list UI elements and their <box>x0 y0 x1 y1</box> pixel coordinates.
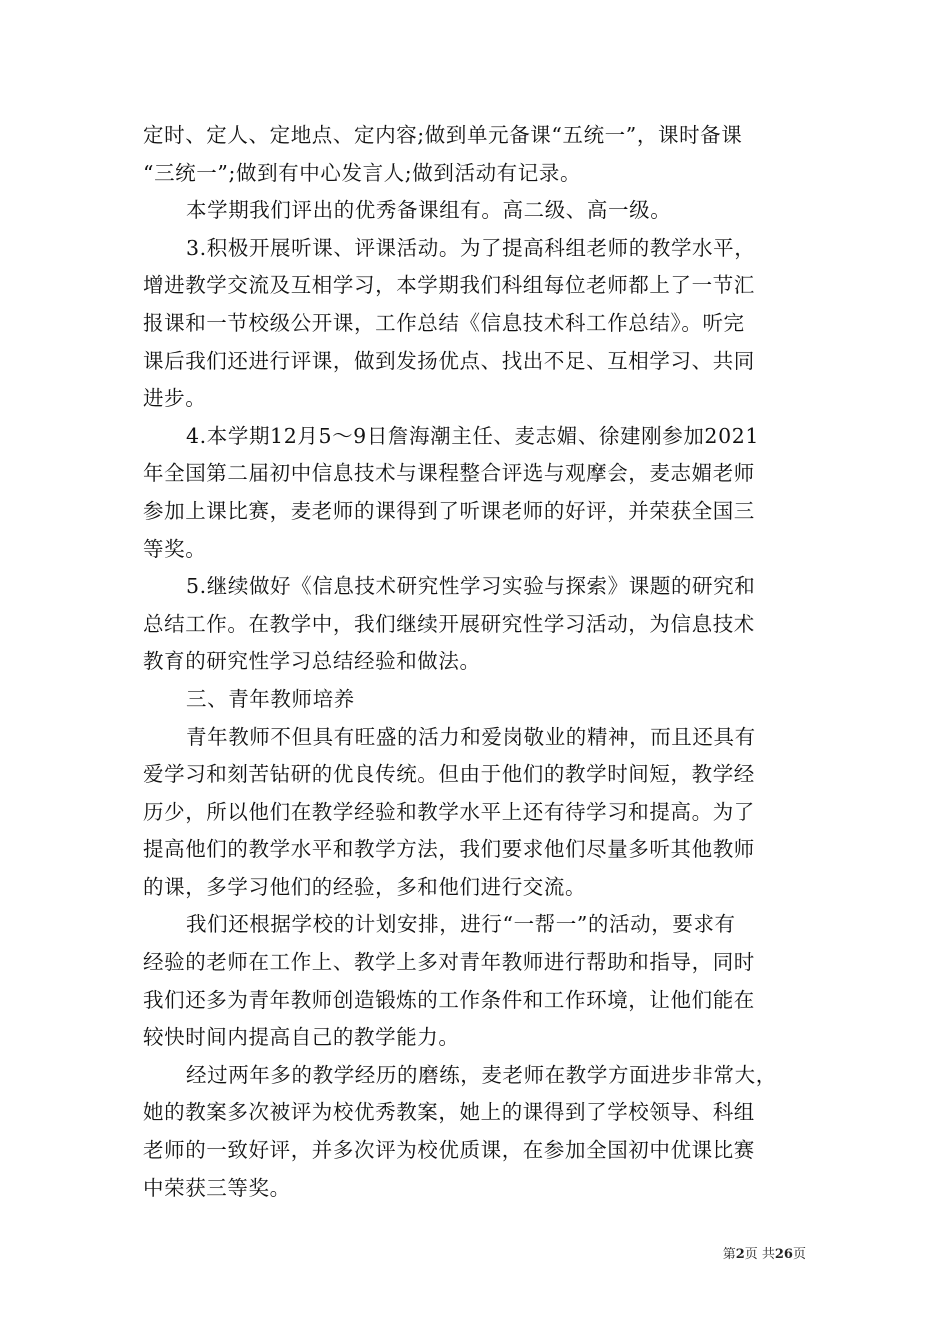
text-line: 年全国第二届初中信息技术与课程整合评选与观摩会，麦志媚老师 <box>143 461 755 486</box>
text-line: 报课和一节校级公开课，工作总结《信息技术科工作总结》。听完 <box>143 310 745 335</box>
text-line: 我们还多为青年教师创造锻炼的工作条件和工作环境，让他们能在 <box>143 987 755 1012</box>
text-line: 5.继续做好《信息技术研究性学习实验与探索》课题的研究和 <box>186 574 756 599</box>
text-line: 3.积极开展听课、评课活动。为了提高科组老师的教学水平， <box>186 235 756 260</box>
text-line: 她的教案多次被评为校优秀教案，她上的课得到了学校领导、科组 <box>143 1100 755 1125</box>
text-line: 本学期我们评出的优秀备课组有。高二级、高一级。 <box>186 198 672 223</box>
text-line: 爱学习和刻苦钻研的优良传统。但由于他们的教学时间短，教学经 <box>143 762 755 787</box>
text-line: 进步。 <box>143 386 207 411</box>
text-line: 等奖。 <box>143 536 207 561</box>
page-footer <box>0 1247 806 1263</box>
text-line: 课后我们还进行评课，做到发扬优点、找出不足、互相学习、共同 <box>143 348 755 373</box>
text-line: 总结工作。在教学中，我们继续开展研究性学习活动，为信息技术 <box>143 611 755 636</box>
text-line: 中荣获三等奖。 <box>143 1175 291 1200</box>
text-line: “三统一”;做到有中心发言人;做到活动有记录。 <box>143 160 582 185</box>
text-line: 增进教学交流及互相学习，本学期我们科组每位老师都上了一节汇 <box>143 273 755 298</box>
text-line: 三、青年教师培养 <box>186 686 355 711</box>
text-line: 参加上课比赛，麦老师的课得到了听课老师的好评，并荣获全国三 <box>143 498 755 523</box>
page-number-middle: 页 共 <box>744 1247 775 1262</box>
text-line: 青年教师不但具有旺盛的活力和爱岗敬业的精神，而且还具有 <box>186 724 756 749</box>
text-line: 教育的研究性学习总结经验和做法。 <box>143 649 481 674</box>
document-body <box>143 117 809 1207</box>
text-line: 定时、定人、定地点、定内容;做到单元备课“五统一”，课时备课 <box>143 123 743 147</box>
text-line: 提高他们的教学水平和教学方法，我们要求他们尽量多听其他教师 <box>143 837 755 862</box>
page-number-suffix: 页 <box>792 1247 806 1262</box>
text-line: 老师的一致好评，并多次评为校优质课，在参加全国初中优课比赛 <box>143 1138 755 1163</box>
page-number-prefix: 第 <box>722 1247 736 1262</box>
text-line: 我们还根据学校的计划安排，进行“一帮一”的活动，要求有 <box>186 912 736 937</box>
text-line: 较快时间内提高自己的教学能力。 <box>143 1025 460 1050</box>
total-page-count: 26 <box>774 1247 793 1262</box>
text-line: 的课，多学习他们的经验，多和他们进行交流。 <box>143 874 587 899</box>
text-line: 经验的老师在工作上、教学上多对青年教师进行帮助和指导，同时 <box>143 950 755 975</box>
text-line: 经过两年多的教学经历的磨练，麦老师在教学方面进步非常大， <box>186 1062 777 1087</box>
text-line: 4.本学期12月5～9日詹海潮主任、麦志媚、徐建刚参加2021 <box>186 423 759 448</box>
current-page-number: 2 <box>735 1247 745 1262</box>
text-line: 历少，所以他们在教学经验和教学水平上还有待学习和提高。为了 <box>143 799 755 824</box>
